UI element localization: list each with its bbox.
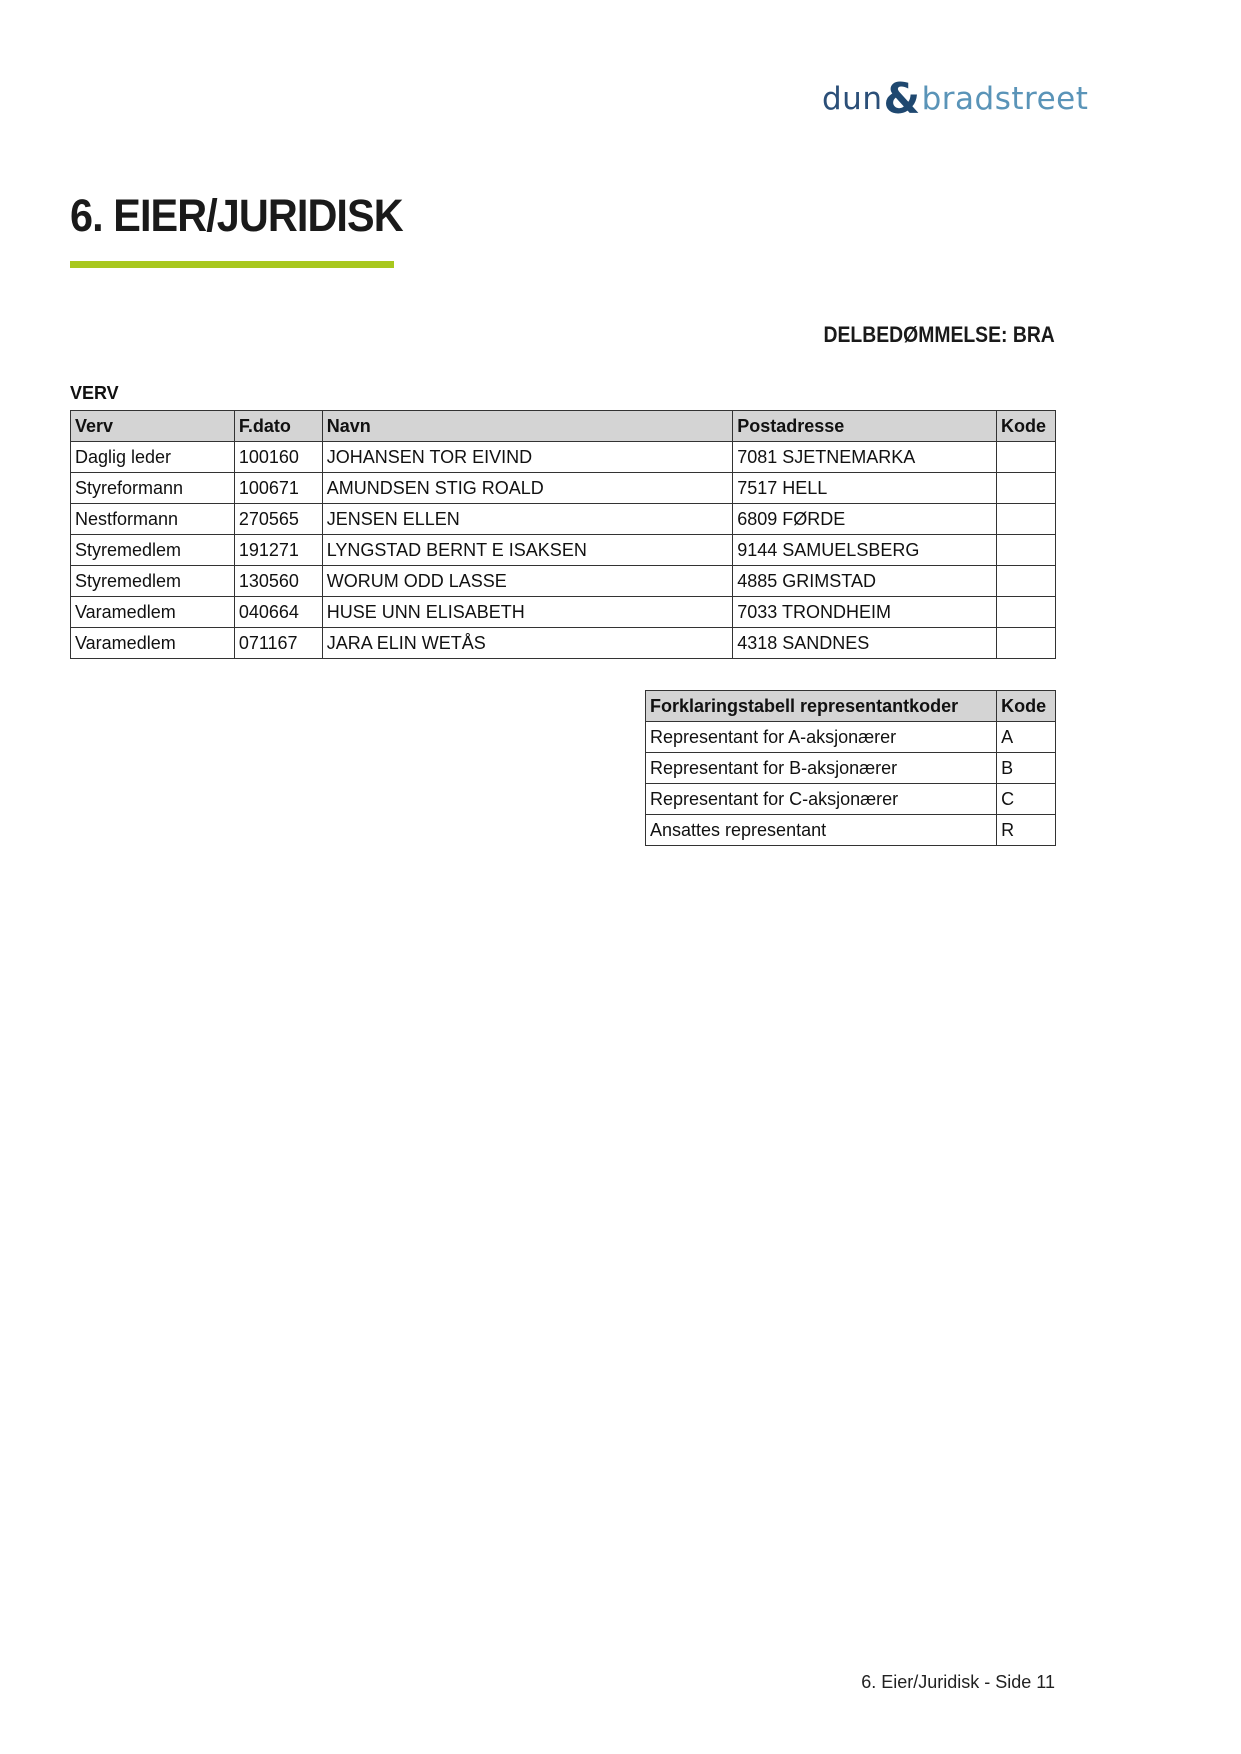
cell-kode: [996, 504, 1055, 535]
cell-navn: LYNGSTAD BERNT E ISAKSEN: [322, 535, 733, 566]
logo-text-bradstreet: bradstreet: [921, 81, 1089, 117]
cell-postadresse: 9144 SAMUELSBERG: [733, 535, 997, 566]
table-row: [646, 815, 1056, 846]
table-row: [646, 722, 1056, 753]
representative-codes-table: [645, 690, 1056, 846]
cell-verv: Nestformann: [71, 504, 235, 535]
cell-fdato: 040664: [234, 597, 322, 628]
codes-header-row: [646, 691, 1056, 722]
verv-heading: VERV: [70, 383, 119, 403]
cell-navn: HUSE UNN ELISABETH: [322, 597, 733, 628]
table-row: [71, 442, 1056, 473]
table-row: [646, 753, 1056, 784]
cell-verv: Styremedlem: [71, 535, 235, 566]
title-underline: [70, 261, 394, 268]
cell-postadresse: 4318 SANDNES: [733, 628, 997, 659]
verv-table: [70, 410, 1056, 659]
cell-kode: [996, 473, 1055, 504]
cell-fdato: 100671: [234, 473, 322, 504]
cell-fdato: 270565: [234, 504, 322, 535]
table-row: [71, 535, 1056, 566]
cell-verv: Styreformann: [71, 473, 235, 504]
table-row: [71, 597, 1056, 628]
cell-description: Ansattes representant: [646, 815, 997, 846]
cell-navn: JOHANSEN TOR EIVIND: [322, 442, 733, 473]
cell-code: C: [997, 784, 1056, 815]
cell-fdato: 071167: [234, 628, 322, 659]
cell-navn: AMUNDSEN STIG ROALD: [322, 473, 733, 504]
logo-text-dun: dun: [822, 81, 883, 117]
cell-postadresse: 4885 GRIMSTAD: [733, 566, 997, 597]
cell-kode: [996, 566, 1055, 597]
cell-verv: Daglig leder: [71, 442, 235, 473]
table-row: [71, 566, 1056, 597]
cell-kode: [996, 597, 1055, 628]
cell-kode: [996, 628, 1055, 659]
cell-fdato: 191271: [234, 535, 322, 566]
cell-postadresse: 7033 TRONDHEIM: [733, 597, 997, 628]
dun-bradstreet-logo: [822, 74, 1089, 123]
cell-verv: Varamedlem: [71, 597, 235, 628]
cell-code: A: [997, 722, 1056, 753]
cell-navn: WORUM ODD LASSE: [322, 566, 733, 597]
section-title: 6. EIER/JURIDISK: [70, 190, 403, 241]
table-row: [71, 628, 1056, 659]
cell-postadresse: 7081 SJETNEMARKA: [733, 442, 997, 473]
table-row: [71, 504, 1056, 535]
cell-description: Representant for A-aksjonærer: [646, 722, 997, 753]
logo-ampersand: &: [883, 74, 921, 123]
verv-col-header: Postadresse: [733, 411, 997, 442]
cell-description: Representant for C-aksjonærer: [646, 784, 997, 815]
cell-kode: [996, 442, 1055, 473]
verv-col-header: Kode: [996, 411, 1055, 442]
table-row: [71, 473, 1056, 504]
verv-col-header: Navn: [322, 411, 733, 442]
rating-label: DELBEDØMMELSE: BRA: [823, 322, 1055, 347]
codes-col-header: Forklaringstabell representantkoder: [646, 691, 997, 722]
cell-postadresse: 7517 HELL: [733, 473, 997, 504]
verv-col-header: F.dato: [234, 411, 322, 442]
cell-kode: [996, 535, 1055, 566]
cell-fdato: 100160: [234, 442, 322, 473]
cell-code: B: [997, 753, 1056, 784]
cell-postadresse: 6809 FØRDE: [733, 504, 997, 535]
verv-col-header: Verv: [71, 411, 235, 442]
page-footer: 6. Eier/Juridisk - Side 11: [861, 1672, 1055, 1692]
cell-verv: Varamedlem: [71, 628, 235, 659]
cell-description: Representant for B-aksjonærer: [646, 753, 997, 784]
codes-col-header: Kode: [997, 691, 1056, 722]
verv-header-row: [71, 411, 1056, 442]
cell-code: R: [997, 815, 1056, 846]
cell-verv: Styremedlem: [71, 566, 235, 597]
cell-fdato: 130560: [234, 566, 322, 597]
cell-navn: JARA ELIN WETÅS: [322, 628, 733, 659]
table-row: [646, 784, 1056, 815]
cell-navn: JENSEN ELLEN: [322, 504, 733, 535]
